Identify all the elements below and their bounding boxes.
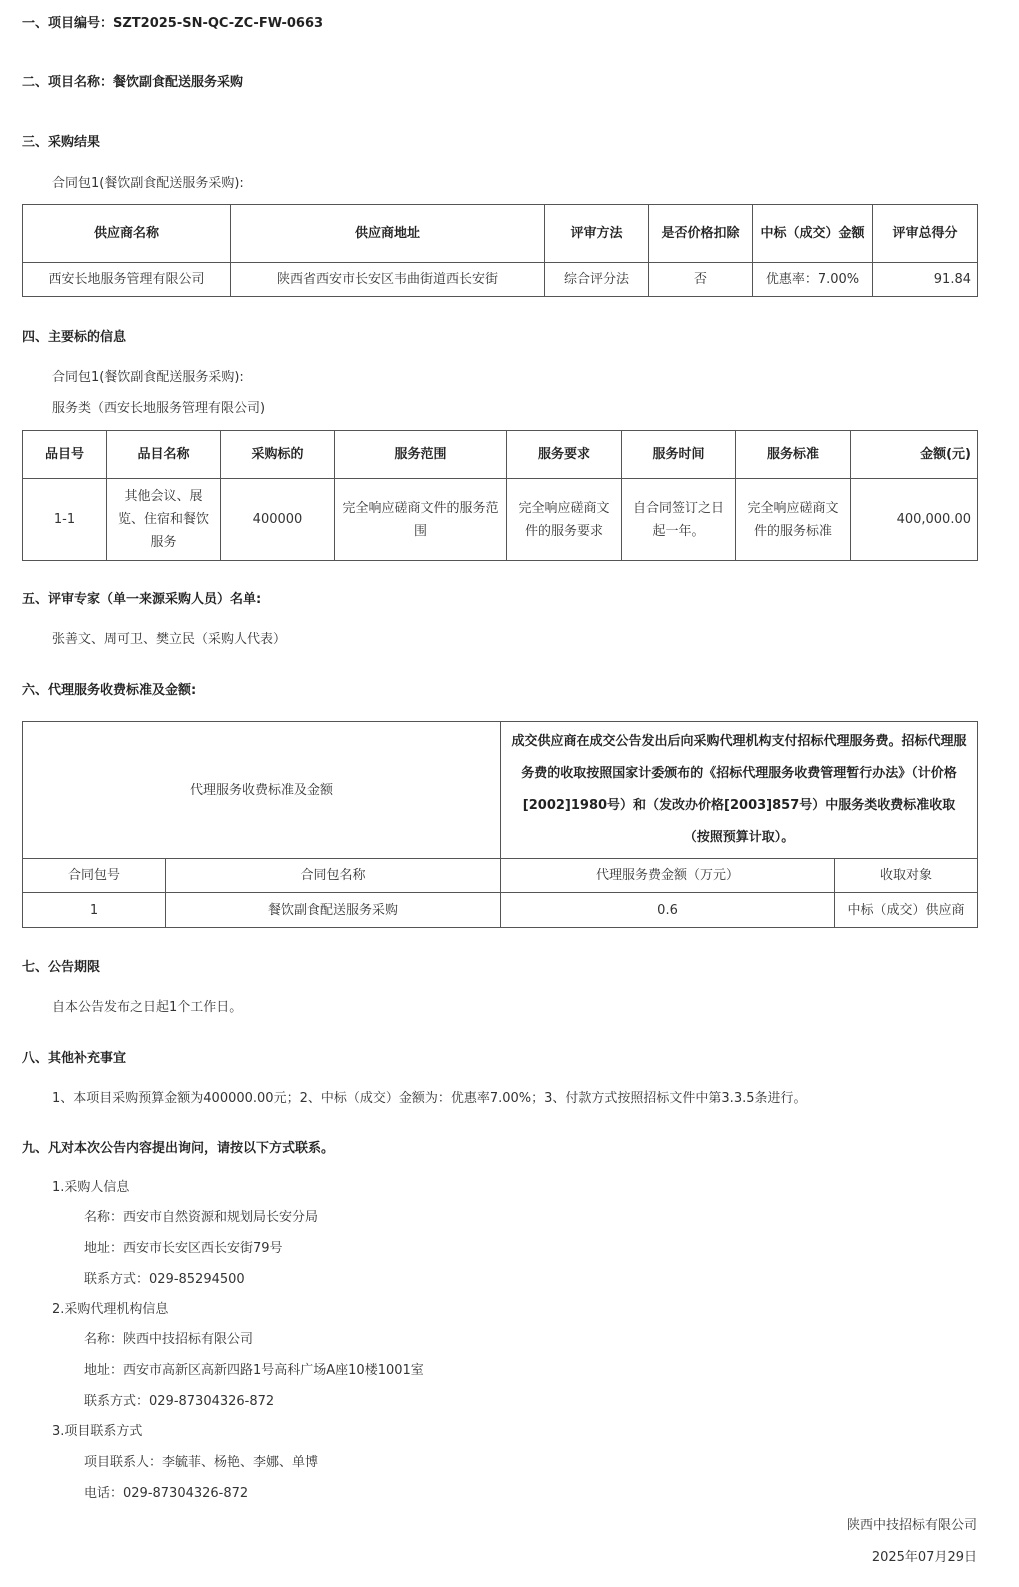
project-contact-title: 3.项目联系方式: [52, 1424, 143, 1439]
column-header: 采购标的: [221, 431, 335, 479]
column-header: 服务要求: [507, 431, 622, 479]
column-header: 供应商名称: [23, 205, 231, 263]
service-time-cell: 自合同签订之日起一年。: [622, 479, 736, 561]
column-header: 收取对象: [835, 859, 978, 893]
supplementary-heading: 八、其他补充事宜: [22, 1051, 127, 1066]
purchaser-info-title: 1.采购人信息: [52, 1180, 130, 1195]
column-header: 服务标准: [736, 431, 851, 479]
column-header: 评审方法: [545, 205, 649, 263]
purchaser-name: 名称：西安市自然资源和规划局长安分局: [84, 1210, 319, 1225]
agency-address: 地址：西安市高新区高新四路1号高科广场A座10楼1001室: [84, 1363, 424, 1378]
column-header: 评审总得分: [873, 205, 978, 263]
notice-period-heading: 七、公告期限: [22, 960, 101, 975]
project-contact-phone: 电话：029-87304326-872: [84, 1486, 249, 1501]
column-header: 服务范围: [335, 431, 507, 479]
column-header: 代理服务费金额（万元）: [501, 859, 835, 893]
experts-heading: 五、评审专家（单一来源采购人员）名单:: [22, 592, 262, 607]
subject-cell: 400000: [221, 479, 335, 561]
agency-fee-table: [22, 721, 978, 928]
package-number-cell: 1: [23, 893, 166, 928]
footer-date: 2025年07月29日: [871, 1550, 977, 1565]
column-header: 供应商地址: [231, 205, 545, 263]
fee-standard-row: [23, 722, 978, 859]
project-name-heading: 二、项目名称：餐饮副食配送服务采购: [22, 75, 244, 90]
purchaser-contact: 联系方式：029-85294500: [84, 1272, 245, 1287]
fee-amount-cell: 0.6: [501, 893, 835, 928]
supplier-address-cell: 陕西省西安市长安区韦曲街道西长安街: [231, 263, 545, 297]
procurement-result-heading: 三、采购结果: [22, 135, 101, 150]
column-header: 品目号: [23, 431, 107, 479]
package-label: 合同包1(餐饮副食配送服务采购):: [52, 370, 244, 385]
award-amount-cell: 优惠率：7.00%: [753, 263, 873, 297]
purchaser-address: 地址：西安市长安区西长安街79号: [84, 1241, 283, 1256]
project-contact-person: 项目联系人：李毓菲、杨艳、李娜、单博: [84, 1455, 319, 1470]
agency-info-title: 2.采购代理机构信息: [52, 1302, 169, 1317]
table-header-row: [23, 205, 978, 263]
service-requirement-cell: 完全响应磋商文件的服务要求: [507, 479, 622, 561]
column-header: 服务时间: [622, 431, 736, 479]
notice-period-text: 自本公告发布之日起1个工作日。: [52, 1000, 243, 1015]
table-header-row: [23, 431, 978, 479]
main-subject-table: [22, 430, 978, 561]
fee-standard-label: 代理服务收费标准及金额: [23, 722, 501, 859]
column-header: 是否价格扣除: [649, 205, 753, 263]
table-row: [23, 263, 978, 297]
table-row: [23, 893, 978, 928]
supplier-name-cell: 西安长地服务管理有限公司: [23, 263, 231, 297]
column-header: 金额(元): [851, 431, 978, 479]
experts-names: 张善文、周可卫、樊立民（采购人代表）: [52, 632, 287, 647]
item-name-cell: 其他会议、展览、住宿和餐饮服务: [107, 479, 221, 561]
column-header: 合同包名称: [166, 859, 501, 893]
table-header-row: [23, 859, 978, 893]
package-name-cell: 餐饮副食配送服务采购: [166, 893, 501, 928]
service-scope-cell: 完全响应磋商文件的服务范围: [335, 479, 507, 561]
review-method-cell: 综合评分法: [545, 263, 649, 297]
fee-standard-text: 成交供应商在成交公告发出后向采购代理机构支付招标代理服务费。招标代理服务费的收取按照国家计委颁布的《招标代理服务收费管理暂行办法》（计价格[2002]1980号）和（发改办价格[2003]857号）中服务类收费标准收取（按照预算计取）。: [501, 722, 978, 859]
agency-contact: 联系方式：029-87304326-872: [84, 1394, 275, 1409]
column-header: 合同包号: [23, 859, 166, 893]
package-label: 合同包1(餐饮副食配送服务采购):: [52, 176, 244, 191]
footer-company: 陕西中技招标有限公司: [846, 1518, 977, 1533]
table-row: [23, 479, 978, 561]
supplementary-text: 1、本项目采购预算金额为400000.00元；2、中标（成交）金额为：优惠率7.00%；3、付款方式按照招标文件中第3.3.5条进行。: [52, 1091, 807, 1106]
fee-payer-cell: 中标（成交）供应商: [835, 893, 978, 928]
amount-cell: 400,000.00: [851, 479, 978, 561]
category-label: 服务类（西安长地服务管理有限公司): [52, 401, 266, 416]
main-subject-heading: 四、主要标的信息: [22, 330, 127, 345]
column-header: 品目名称: [107, 431, 221, 479]
item-number-cell: 1-1: [23, 479, 107, 561]
price-deduction-cell: 否: [649, 263, 753, 297]
agency-fee-heading: 六、代理服务收费标准及金额:: [22, 683, 197, 698]
service-standard-cell: 完全响应磋商文件的服务标准: [736, 479, 851, 561]
total-score-cell: 91.84: [873, 263, 978, 297]
column-header: 中标（成交）金额: [753, 205, 873, 263]
procurement-result-table: [22, 204, 978, 297]
project-number-heading: 一、项目编号：SZT2025-SN-QC-ZC-FW-0663: [22, 16, 324, 31]
contact-heading: 九、凡对本次公告内容提出询问，请按以下方式联系。: [22, 1141, 335, 1156]
agency-name: 名称：陕西中技招标有限公司: [84, 1332, 254, 1347]
